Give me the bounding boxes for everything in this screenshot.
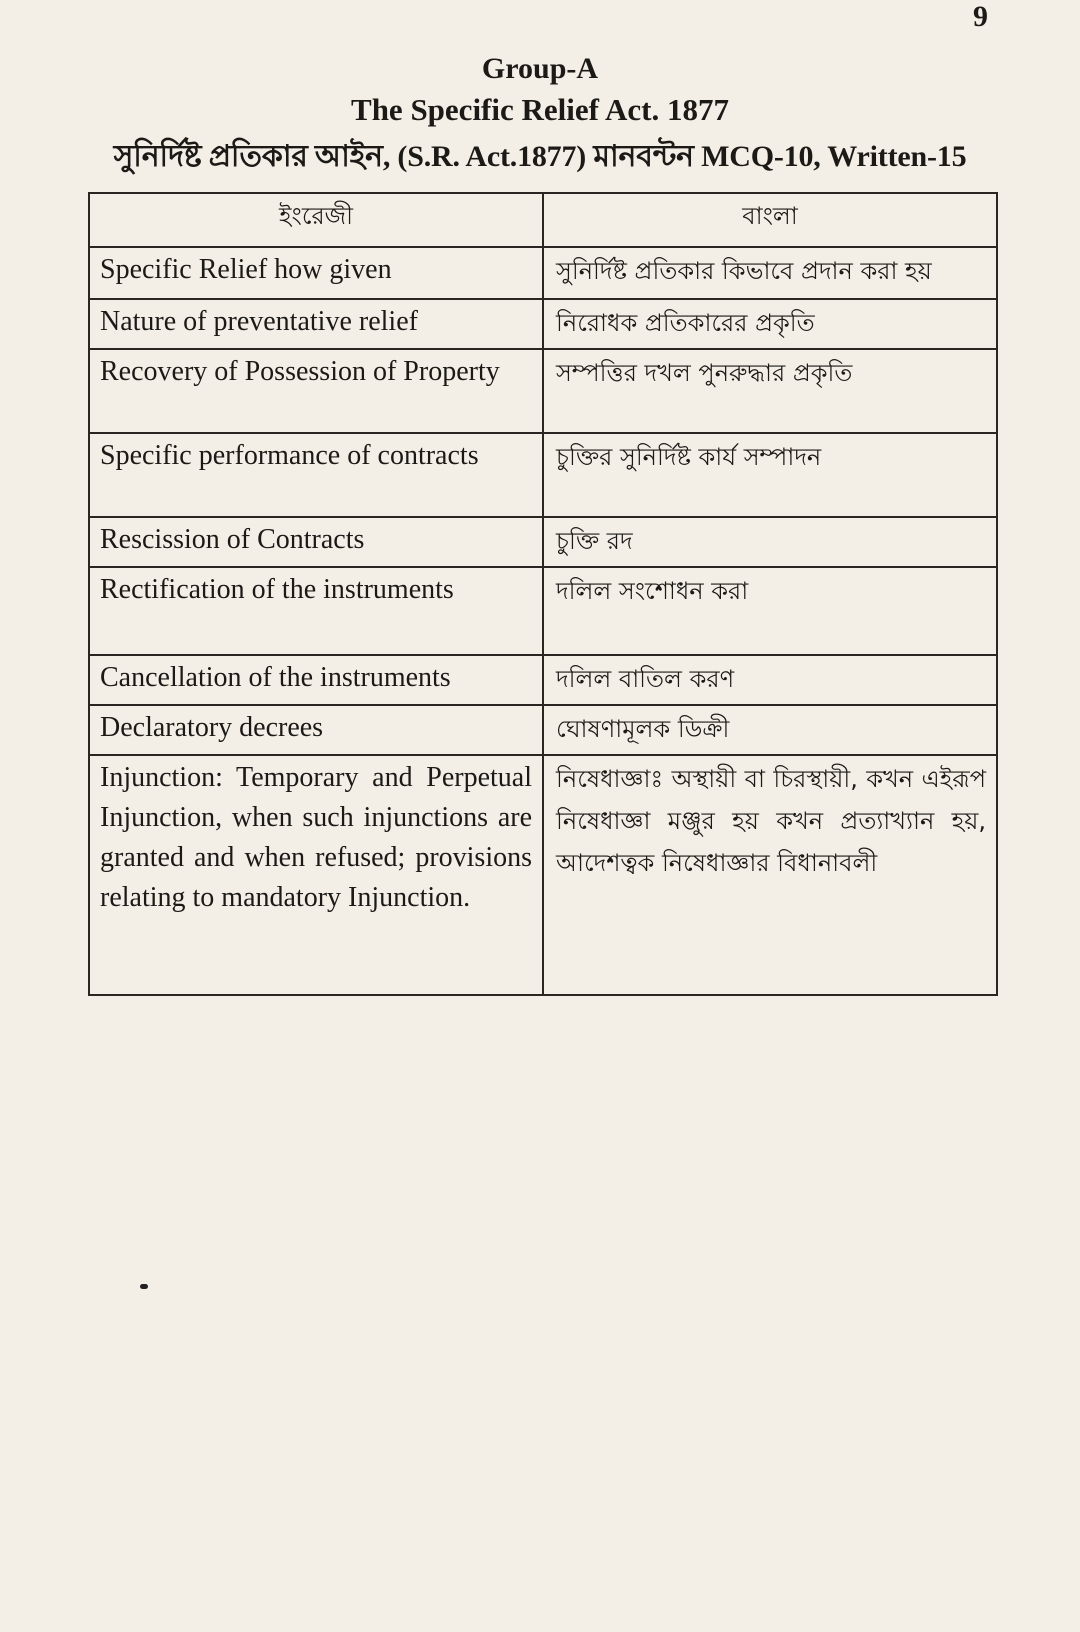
table-row — [89, 655, 997, 705]
row-bangla: সম্পত্তির দখল পুনরুদ্ধার প্রকৃতি — [543, 349, 997, 433]
row-bangla: নিরোধক প্রতিকারের প্রকৃতি — [543, 299, 997, 349]
table-row — [89, 299, 997, 349]
row-english: Nature of preventative relief — [89, 299, 543, 349]
row-english: Rescission of Contracts — [89, 517, 543, 567]
table-row — [89, 517, 997, 567]
header-bangla: বাংলা — [543, 193, 997, 247]
page-number: 9 — [973, 0, 988, 33]
row-bangla: চুক্তি রদ — [543, 517, 997, 567]
table-header-row — [89, 193, 997, 247]
table-row — [89, 433, 997, 517]
row-bangla: ঘোষণামূলক ডিক্রী — [543, 705, 997, 755]
row-english: Specific performance of contracts — [89, 433, 543, 517]
row-english: Injunction: Temporary and Perpetual Injunction, when such injunctions are granted and when refused; provisions relating to mandatory Injunction. — [89, 755, 543, 995]
ink-speck — [140, 1284, 148, 1289]
table-row — [89, 349, 997, 433]
syllabus-table — [88, 192, 998, 996]
row-bangla: চুক্তির সুনির্দিষ্ট কার্য সম্পাদন — [543, 433, 997, 517]
row-bangla: সুনির্দিষ্ট প্রতিকার কিভাবে প্রদান করা হয় — [543, 247, 997, 299]
row-english: Cancellation of the instruments — [89, 655, 543, 705]
table-row — [89, 567, 997, 655]
header-english: ইংরেজী — [89, 193, 543, 247]
row-bangla: দলিল বাতিল করণ — [543, 655, 997, 705]
row-bangla: নিষেধাজ্ঞাঃ অস্থায়ী বা চিরস্থায়ী, কখন এইরূপ নিষেধাজ্ঞা মঞ্জুর হয় কখন প্রত্যাখ্যান হয়, আদেশত্বক নিষেধাজ্ঞার বিধানাবলী — [543, 755, 997, 995]
act-title: The Specific Relief Act. 1877 — [351, 92, 729, 127]
group-heading: Group-A — [481, 52, 599, 85]
bengali-subtitle: সুনির্দিষ্ট প্রতিকার আইন, (S.R. Act.1877) মানবন্টন MCQ-10, Written-15 — [113, 140, 967, 173]
row-english: Recovery of Possession of Property — [89, 349, 543, 433]
table-row — [89, 247, 997, 299]
table-row — [89, 705, 997, 755]
row-english: Declaratory decrees — [89, 705, 543, 755]
row-bangla: দলিল সংশোধন করা — [543, 567, 997, 655]
table-row — [89, 755, 997, 995]
row-english: Rectification of the instruments — [89, 567, 543, 655]
row-english: Specific Relief how given — [89, 247, 543, 299]
